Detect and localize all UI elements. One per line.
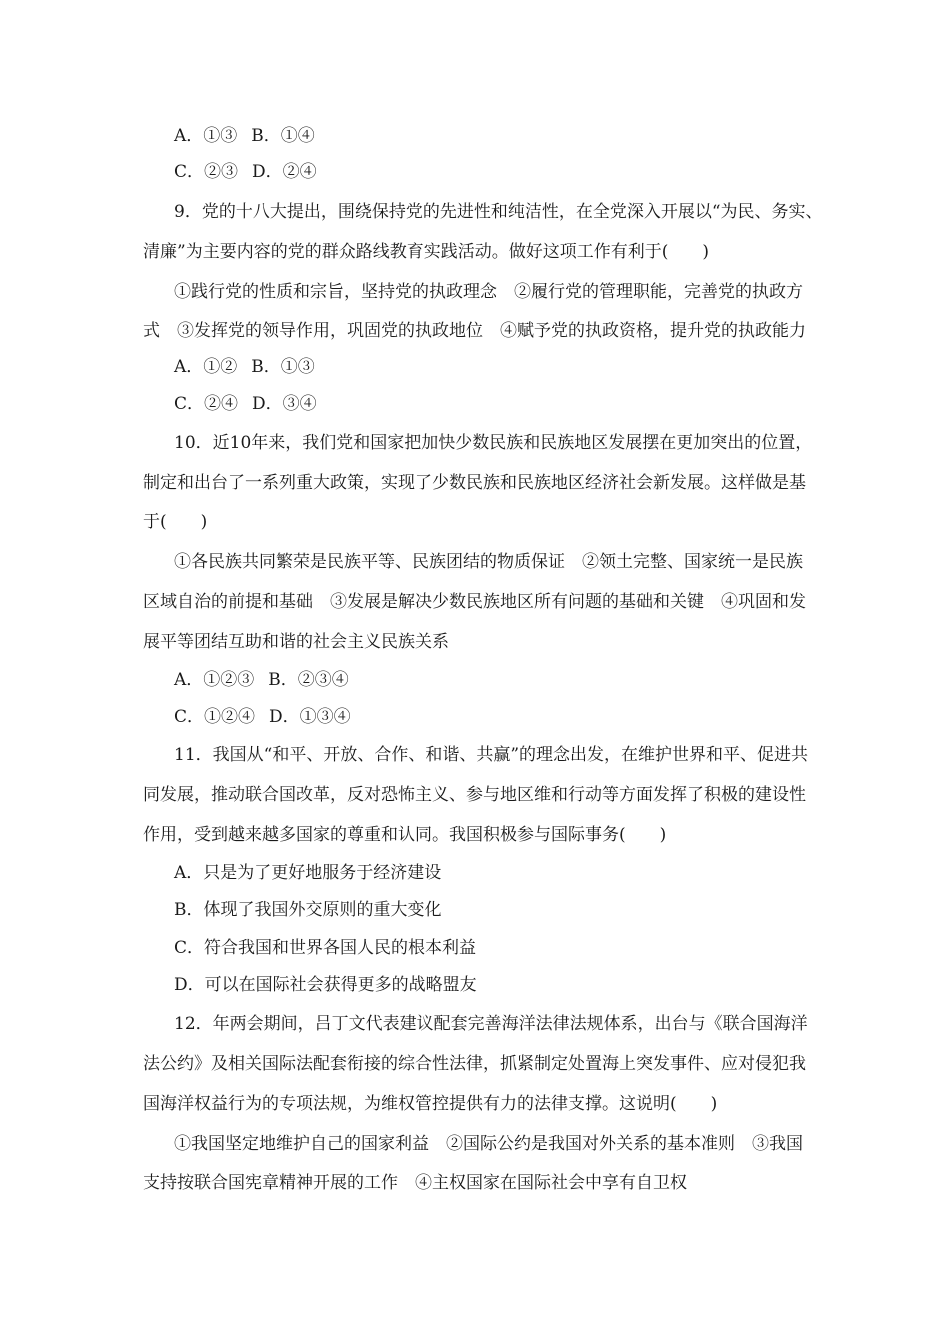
q11-option-a: A．只是为了更好地服务于经济建设 <box>174 863 442 883</box>
q12-stem-line2: 法公约》及相关国际法配套衔接的综合性法律，抓紧制定处置海上突发事件、应对侵犯我 <box>143 1054 806 1074</box>
q8-options-row2 <box>174 161 317 183</box>
q10-option-a: A．①②③ <box>174 670 255 690</box>
q10-option-b: B．②③④ <box>268 670 349 690</box>
q9-options-row2 <box>174 393 317 415</box>
q10-options-row1 <box>174 669 349 691</box>
q12-items-line2: 支持按联合国宪章精神开展的工作 ④主权国家在国际社会中享有自卫权 <box>143 1173 687 1193</box>
q8-option-c: C．②③ <box>174 162 239 182</box>
q9-option-b: B．①③ <box>251 357 315 377</box>
q9-items-line1: ①践行党的性质和宗旨，坚持党的执政理念 ②履行党的管理职能，完善党的执政方 <box>174 282 803 302</box>
q11-option-c: C．符合我国和世界各国人民的根本利益 <box>174 938 477 958</box>
q8-option-b: B．①④ <box>251 126 315 146</box>
q10-stem-line2: 制定和出台了一系列重大政策，实现了少数民族和民族地区经济社会新发展。这样做是基 <box>143 473 806 493</box>
q9-option-a: A．①② <box>174 357 238 377</box>
q8-option-a: A．①③ <box>174 126 238 146</box>
q10-options-row2 <box>174 706 351 728</box>
q10-items-line3: 展平等团结互助和谐的社会主义民族关系 <box>143 632 449 652</box>
q12-items-line1: ①我国坚定地维护自己的国家利益 ②国际公约是我国对外关系的基本准则 ③我国 <box>174 1134 803 1154</box>
q10-stem-line3: 于( ) <box>143 512 208 532</box>
q12-stem-line3: 国海洋权益行为的专项法规，为维权管控提供有力的法律支撑。这说明( ) <box>143 1094 718 1114</box>
q12-stem-line1: 12．年两会期间，吕丁文代表建议配套完善海洋法律法规体系，出台与《联合国海洋 <box>174 1014 808 1034</box>
q11-stem-line2: 同发展，推动联合国改革，反对恐怖主义、参与地区维和行动等方面发挥了积极的建设性 <box>143 785 806 805</box>
q10-items-line1: ①各民族共同繁荣是民族平等、民族团结的物质保证 ②领土完整、国家统一是民族 <box>174 552 803 572</box>
q8-options-row1 <box>174 125 315 147</box>
q9-option-c: C．②④ <box>174 394 239 414</box>
q9-stem-line1: 9．党的十八大提出，围绕保持党的先进性和纯洁性，在全党深入开展以“为民、务实、 <box>174 202 823 222</box>
q10-stem-line1: 10．近10年来，我们党和国家把加快少数民族和民族地区发展摆在更加突出的位置， <box>174 433 813 453</box>
q9-stem-line2: 清廉”为主要内容的党的群众路线教育实践活动。做好这项工作有利于( ) <box>143 242 709 262</box>
q11-stem-line1: 11．我国从“和平、开放、合作、和谐、共赢”的理念出发，在维护世界和平、促进共 <box>174 745 809 765</box>
q11-stem-line3: 作用，受到越来越多国家的尊重和认同。我国积极参与国际事务( ) <box>143 825 667 845</box>
q10-items-line2: 区域自治的前提和基础 ③发展是解决少数民族地区所有问题的基础和关键 ④巩固和发 <box>143 592 806 612</box>
q10-option-c: C．①②④ <box>174 707 256 727</box>
q9-option-d: D．③④ <box>252 394 317 414</box>
q8-option-d: D．②④ <box>252 162 317 182</box>
q11-option-b: B．体现了我国外交原则的重大变化 <box>174 900 442 920</box>
q10-option-d: D．①③④ <box>269 707 351 727</box>
q11-option-d: D．可以在国际社会获得更多的战略盟友 <box>174 975 477 995</box>
q9-options-row1 <box>174 356 315 378</box>
q9-items-line2: 式 ③发挥党的领导作用，巩固党的执政地位 ④赋予党的执政资格，提升党的执政能力 <box>143 321 806 341</box>
